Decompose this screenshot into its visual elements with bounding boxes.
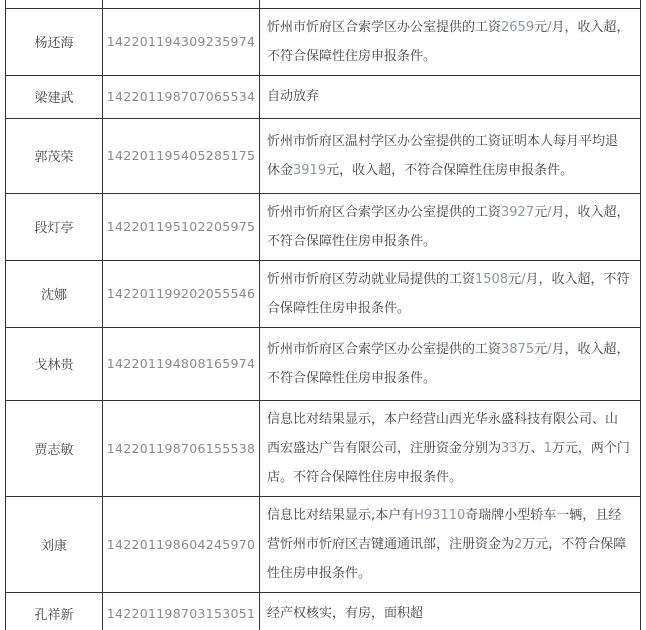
id-number: 142201194808165974 — [103, 327, 260, 400]
empty-cell — [260, 0, 641, 8]
id-number: 142201198706155538 — [103, 400, 260, 496]
applicant-name: 郭茂荣 — [6, 118, 103, 193]
inline-number: 33 — [501, 440, 518, 456]
review-reason: 信息比对结果显示，本户经营山西光华永盛科技有限公司、山西宏盛达广告有限公司，注册资金分别为33万、1万元，两个门店。不符合保障性住房申报条件。 — [260, 400, 641, 496]
applicant-name: 段灯亭 — [6, 193, 103, 260]
review-reason: 忻州市忻府区温村学区办公室提供的工资证明本人每月平均退休金3919元，收入超，不符合保障性住房申报条件。 — [260, 118, 641, 193]
table-row — [6, 496, 641, 592]
id-number: 142201195102205975 — [103, 193, 260, 260]
applicant-name: 杨还海 — [6, 8, 103, 75]
table-row — [6, 400, 641, 496]
id-number: 142201198707065534 — [103, 75, 260, 118]
review-reason: 忻州市忻府区劳动就业局提供的工资1508元/月，收入超，不符合保障性住房申报条件。 — [260, 260, 641, 327]
inline-number: H93110 — [414, 507, 466, 523]
inline-number: 3875 — [501, 341, 535, 357]
table-row — [6, 118, 641, 193]
inline-number: 1508 — [475, 271, 509, 287]
review-reason: 忻州市忻府区合索学区办公室提供的工资3875元/月，收入超，不符合保障性住房申报条件。 — [260, 327, 641, 400]
inline-number: 2 — [514, 536, 523, 552]
table-row — [6, 592, 641, 630]
id-number: 142201195405285175 — [103, 118, 260, 193]
table-row — [6, 327, 641, 400]
inline-number: / — [547, 341, 552, 357]
id-number: 142201199202055546 — [103, 260, 260, 327]
review-reason: 经产权核实，有房，面积超 — [260, 592, 641, 630]
id-number: 142201198703153051 — [103, 592, 260, 630]
review-reason: 忻州市忻府区合索学区办公室提供的工资3927元/月，收入超，不符合保障性住房申报条件。 — [260, 193, 641, 260]
inline-number: / — [547, 19, 552, 35]
review-reason: 自动放弃 — [260, 75, 641, 118]
id-number: 142201194309235974 — [103, 8, 260, 75]
applicant-name: 戈林贵 — [6, 327, 103, 400]
table-row — [6, 193, 641, 260]
inline-number: / — [547, 204, 552, 220]
inline-number: / — [521, 271, 526, 287]
applicant-name: 沈娜 — [6, 260, 103, 327]
applicant-name: 孔祥新 — [6, 592, 103, 630]
cropped-row — [6, 0, 641, 8]
inline-number: 3927 — [501, 204, 535, 220]
inline-number: 2659 — [501, 19, 535, 35]
id-number: 142201198604245970 — [103, 496, 260, 592]
housing-review-table — [5, 0, 641, 630]
inline-number: 3919 — [293, 162, 327, 178]
applicant-name: 刘康 — [6, 496, 103, 592]
inline-number: 1 — [543, 440, 552, 456]
table-row — [6, 8, 641, 75]
review-reason: 忻州市忻府区合索学区办公室提供的工资2659元/月，收入超，不符合保障性住房申报条件。 — [260, 8, 641, 75]
table-row — [6, 75, 641, 118]
empty-cell — [103, 0, 260, 8]
table-row — [6, 260, 641, 327]
empty-cell — [6, 0, 103, 8]
applicant-name: 梁建武 — [6, 75, 103, 118]
review-reason: 信息比对结果显示,本户有H93110奇瑞牌小型轿车一辆，且经营忻州市忻府区吉键通通讯部，注册资金为2万元，不符合保障性住房申报条件。 — [260, 496, 641, 592]
applicant-name: 贾志敏 — [6, 400, 103, 496]
